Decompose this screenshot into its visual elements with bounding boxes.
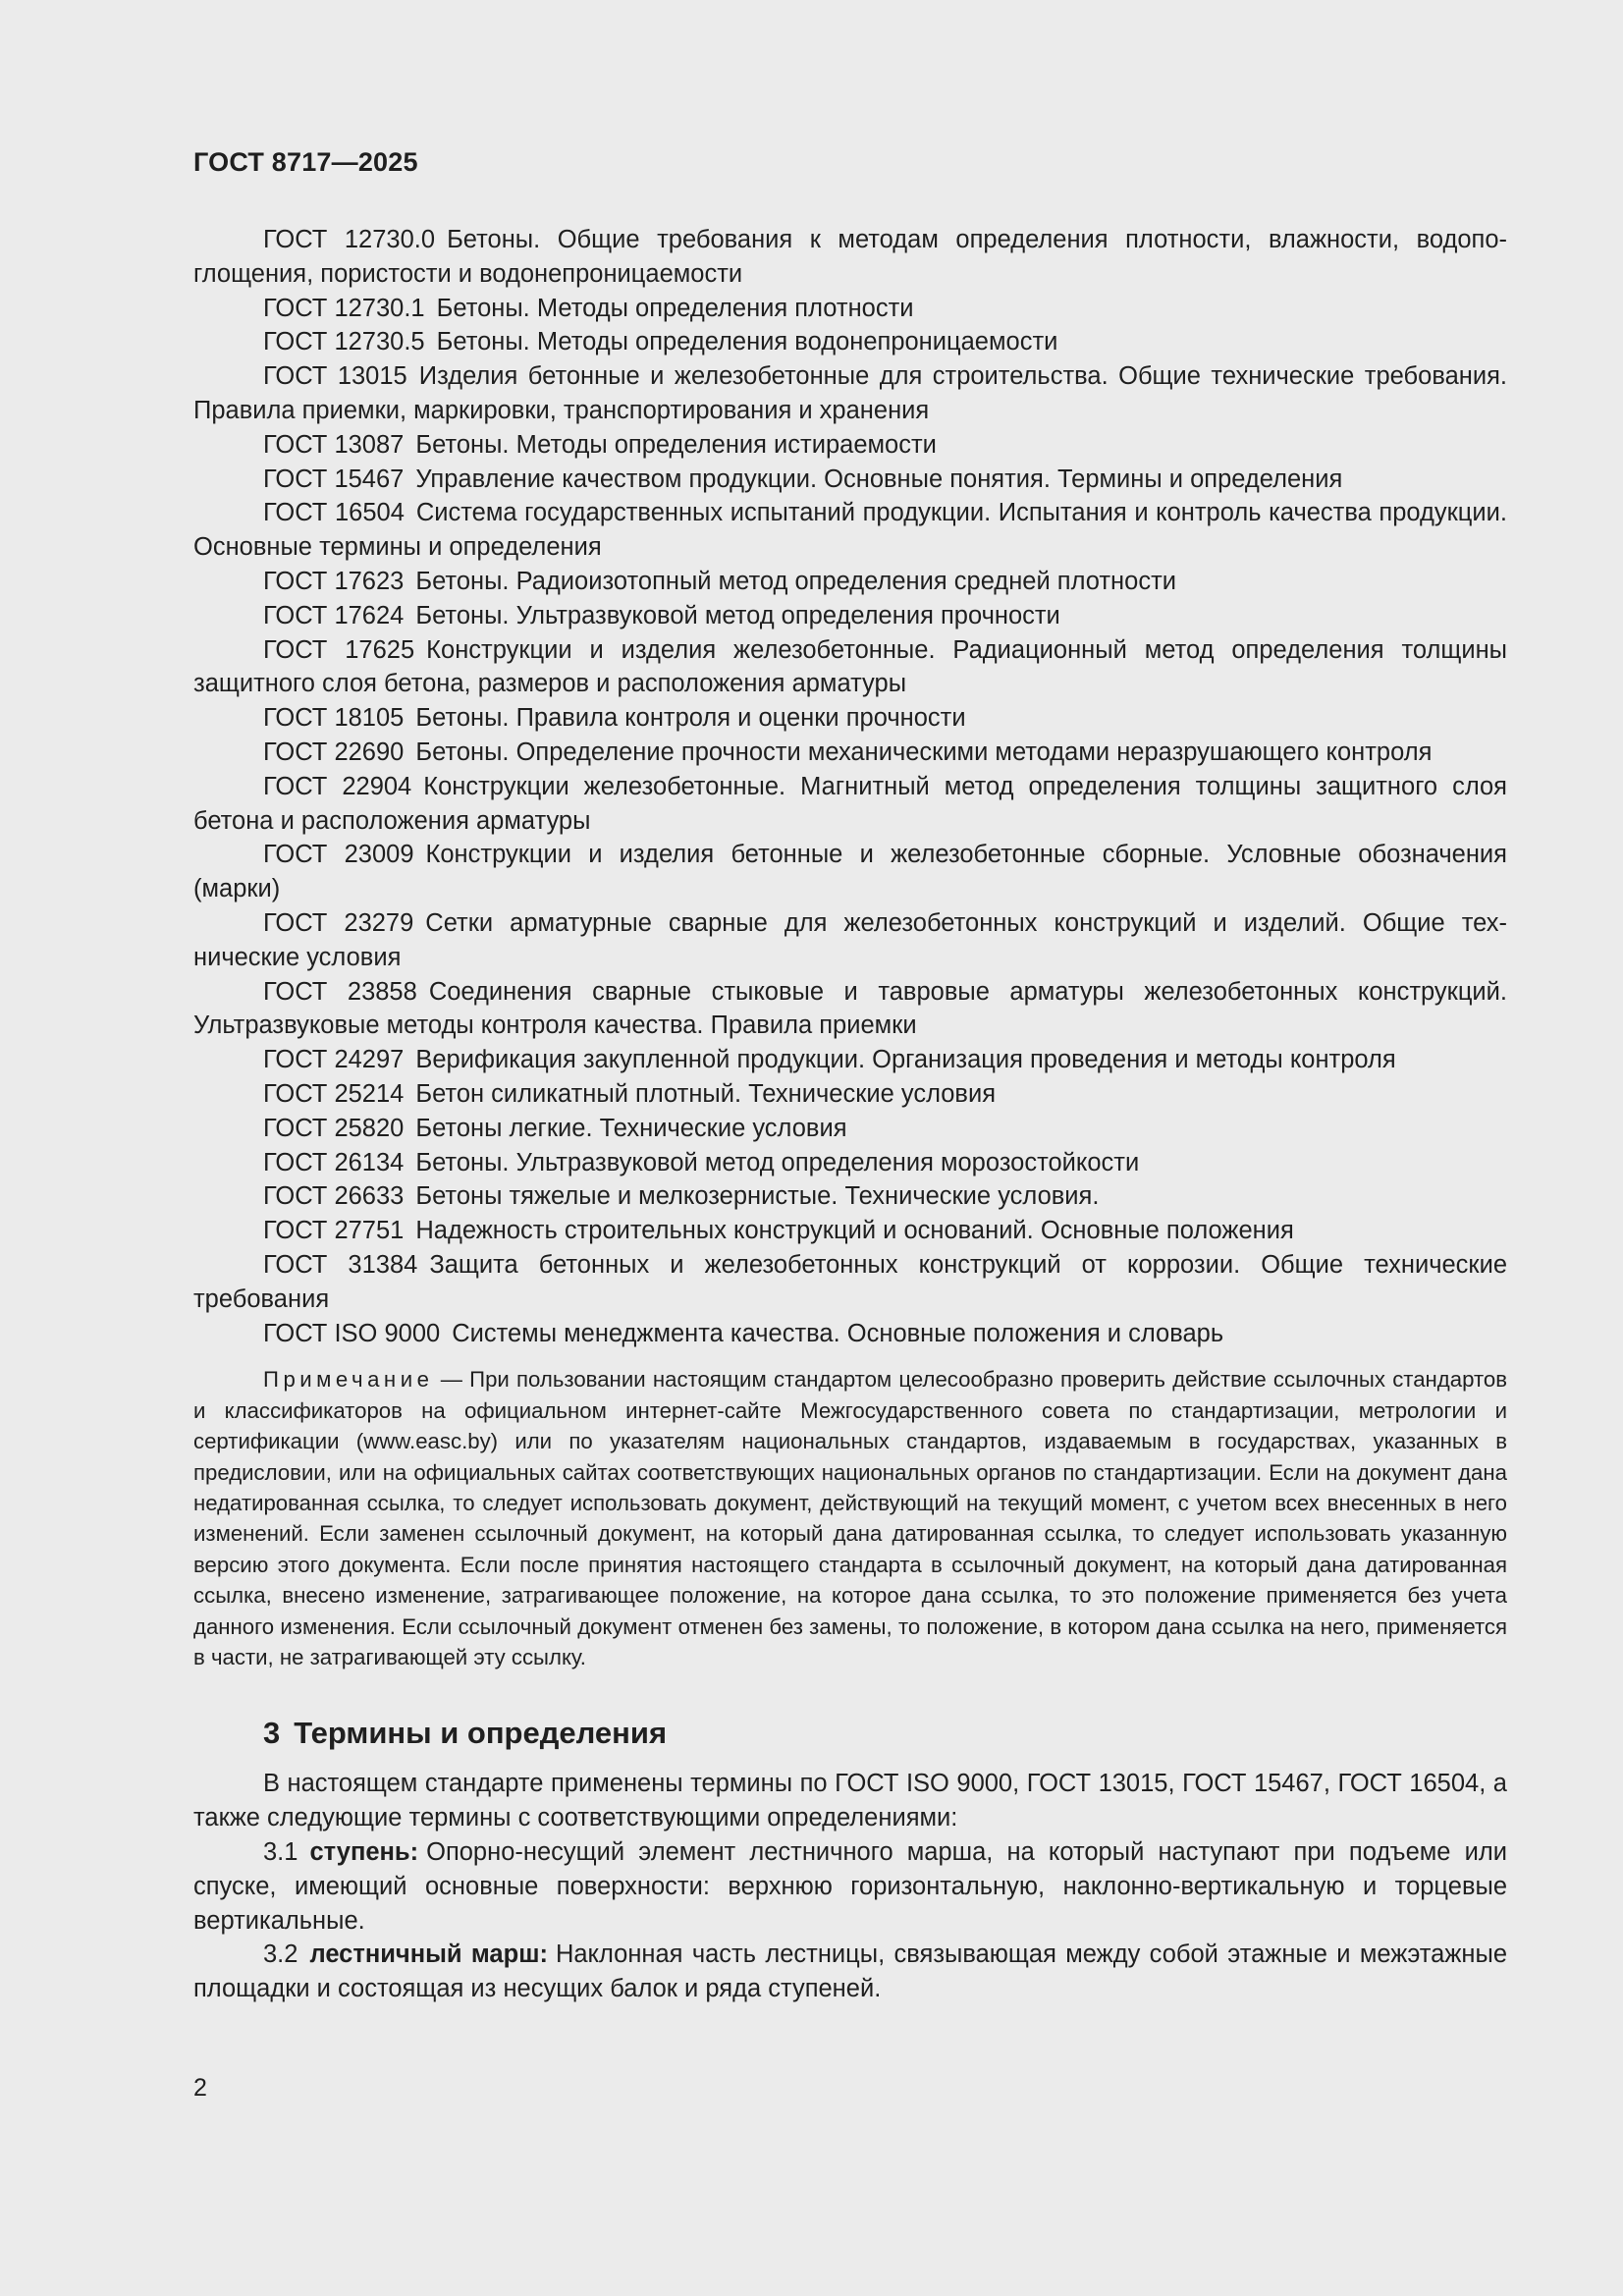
reference-title: Бетоны. Методы определения водонепроницаемости	[436, 328, 1058, 356]
reference-item	[193, 1043, 1507, 1077]
reference-item	[193, 463, 1507, 497]
reference-item	[193, 975, 1507, 1044]
page-number: 2	[193, 2074, 207, 2102]
reference-title: Бетоны. Правила контроля и оценки прочности	[415, 704, 966, 733]
reference-code: ГОСТ 12730.0	[263, 226, 436, 253]
reference-code: ГОСТ 15467	[263, 465, 405, 493]
term-definition	[193, 1938, 1507, 2006]
reference-code: ГОСТ 27751	[263, 1217, 405, 1245]
reference-code: ГОСТ 12730.1	[263, 294, 425, 322]
reference-title: Бетоны. Определение прочности механическими методами неразрушающего контроля	[415, 738, 1433, 766]
reference-item	[193, 292, 1507, 326]
reference-code: ГОСТ 24297	[263, 1046, 405, 1074]
reference-item	[193, 599, 1507, 633]
reference-code: ГОСТ 17624	[263, 601, 405, 629]
reference-item	[193, 906, 1507, 975]
term-number: 3.2	[263, 1941, 298, 1969]
term-name: лестничный марш:	[309, 1941, 548, 1969]
reference-item	[193, 496, 1507, 565]
reference-code: ГОСТ 12730.5	[263, 328, 425, 356]
page-content	[193, 223, 1507, 2006]
reference-title: Защита бетонных и железобетонных конструкций от коррозии. Общие технические требования	[193, 1250, 1507, 1313]
reference-title: Бетоны. Ультразвуковой метод определения прочности	[415, 601, 1060, 629]
reference-item	[193, 1112, 1507, 1146]
reference-title: Системы менеджмента качества. Основные положения и словарь	[452, 1319, 1224, 1347]
reference-title: Управление качеством продукции. Основные понятия. Термины и определения	[415, 465, 1343, 493]
reference-code: ГОСТ 31384	[263, 1250, 418, 1279]
terms-list	[193, 1835, 1507, 2006]
term-number: 3.1	[263, 1837, 298, 1866]
reference-code: ГОСТ 17623	[263, 567, 405, 595]
reference-item	[193, 359, 1507, 428]
term-name: ступень:	[309, 1837, 419, 1866]
reference-title: Бетоны. Общие требования к методам определения плотности, влажности, водопоглощения, пористости и водонепроницаемости	[193, 226, 1507, 288]
reference-item	[193, 1214, 1507, 1248]
reference-item	[193, 701, 1507, 736]
reference-title: Бетоны тяжелые и мелкозернистые. Технические условия.	[415, 1182, 1100, 1211]
reference-item	[193, 1248, 1507, 1317]
reference-title: Сетки арматурные сварные для железобетонных конструкций и изделий. Общие технические условия	[193, 908, 1507, 971]
section-heading	[193, 1714, 1507, 1753]
reference-code: ГОСТ 18105	[263, 704, 405, 733]
reference-code: ГОСТ 23009	[263, 841, 414, 869]
reference-item	[193, 223, 1507, 292]
note-text: — При пользовании настоящим стандартом целесообразно проверить действие ссылочных стандартов и классификаторов на официальном интернет-сайте Межгосударственного совета по стандартизации, метрологии и сертификации (www.easc.by) или по указателям национальных стандартов, издаваемым в государствах, указанных в предисловии, или на официальных сайтах соответствующих национальных органов по стандартизации. Если на документ дана недатированная ссылка, то следует использовать документ, действующий на текущий момент, с учетом всех внесенных в него изменений. Если заменен ссылочный документ, на который дана датированная ссылка, то следует использовать указанную версию этого документа. Если после принятия настоящего стандарта в ссылочный документ, на который дана датированная ссылка, внесено изменение, затрагивающее положение, на которое дана ссылка, то это положение применяется без учета данного изменения. Если ссылочный документ отменен без замены, то положение, в котором дана ссылка на него, применяется в части, не затрагивающей эту ссылку.	[193, 1367, 1507, 1669]
reference-code: ГОСТ 23858	[263, 977, 417, 1006]
reference-title: Бетон силикатный плотный. Технические условия	[415, 1079, 997, 1108]
reference-title: Соединения сварные стыковые и тавровые арматуры железобетонных конструкций. Ультразвуковые методы контроля качества. Правила приемки	[193, 977, 1507, 1040]
reference-code: ГОСТ 26633	[263, 1182, 405, 1211]
note-label: Примечание	[263, 1367, 434, 1393]
normative-references-list	[193, 223, 1507, 1350]
reference-title: Конструкции и изделия бетонные и железобетонные сборные. Условные обозначения (марки)	[193, 841, 1507, 903]
reference-title: Бетоны. Радиоизотопный метод определения средней плотности	[415, 567, 1176, 595]
section-intro: В настоящем стандарте применены термины по ГОСТ ISO 9000, ГОСТ 13015, ГОСТ 15467, ГОСТ 16504, а также следующие термины с соответствующими определениями:	[193, 1770, 1507, 1832]
term-definition	[193, 1835, 1507, 1938]
reference-item	[193, 1179, 1507, 1214]
reference-title: Бетоны. Методы определения истираемости	[415, 430, 937, 459]
reference-title: Бетоны. Методы определения плотности	[436, 294, 914, 322]
term-text: Наклонная часть лестницы, связывающая между собой этажные и межэтажные площадки и состоящая из несущих балок и ряда ступеней.	[193, 1941, 1507, 2003]
reference-item	[193, 770, 1507, 839]
reference-item	[193, 1077, 1507, 1112]
reference-code: ГОСТ 22690	[263, 738, 405, 766]
reference-item	[193, 633, 1507, 702]
reference-item	[193, 1146, 1507, 1180]
reference-item	[193, 736, 1507, 770]
reference-title: Надежность строительных конструкций и оснований. Основные положения	[415, 1217, 1294, 1245]
reference-code: ГОСТ 17625	[263, 635, 415, 664]
reference-code: ГОСТ ISO 9000	[263, 1319, 441, 1347]
reference-item	[193, 325, 1507, 359]
reference-item	[193, 838, 1507, 906]
section-number: 3	[263, 1716, 281, 1751]
reference-title: Бетоны. Ультразвуковой метод определения морозостойкости	[415, 1148, 1140, 1176]
reference-code: ГОСТ 13015	[263, 362, 407, 391]
reference-code: ГОСТ 26134	[263, 1148, 405, 1176]
reference-code: ГОСТ 16504	[263, 499, 405, 527]
reference-note	[193, 1364, 1507, 1672]
reference-title: Изделия бетонные и железобетонные для строительства. Общие технические требования. Правила приемки, маркировки, транспортирования и хранения	[193, 362, 1507, 424]
document-number-header: ГОСТ 8717—2025	[193, 147, 418, 177]
reference-code: ГОСТ 22904	[263, 772, 412, 800]
reference-title: Конструкции и изделия железобетонные. Радиационный метод определения толщины защитного слоя бетона, размеров и расположения арматуры	[193, 635, 1507, 698]
reference-item	[193, 428, 1507, 463]
reference-item	[193, 1317, 1507, 1351]
reference-title: Конструкции железобетонные. Магнитный метод определения толщины защитного слоя бетона и расположения арматуры	[193, 772, 1507, 835]
reference-code: ГОСТ 25214	[263, 1079, 405, 1108]
reference-code: ГОСТ 23279	[263, 908, 414, 937]
reference-item	[193, 565, 1507, 599]
reference-code: ГОСТ 25820	[263, 1114, 405, 1142]
reference-title: Верификация закупленной продукции. Организация проведения и методы контроля	[415, 1046, 1396, 1074]
term-text: Опорно-несущий элемент лестничного марша, на который наступают при подъеме или спуске, имеющий основные поверхности: верхнюю горизонтальную, наклонно-вертикальную и торцевые вертикальные.	[193, 1837, 1507, 1935]
reference-code: ГОСТ 13087	[263, 430, 405, 459]
section-title: Термины и определения	[294, 1716, 668, 1751]
reference-title: Система государственных испытаний продукции. Испытания и контроль качества продукции. Основные термины и определения	[193, 499, 1507, 562]
reference-title: Бетоны легкие. Технические условия	[415, 1114, 847, 1142]
